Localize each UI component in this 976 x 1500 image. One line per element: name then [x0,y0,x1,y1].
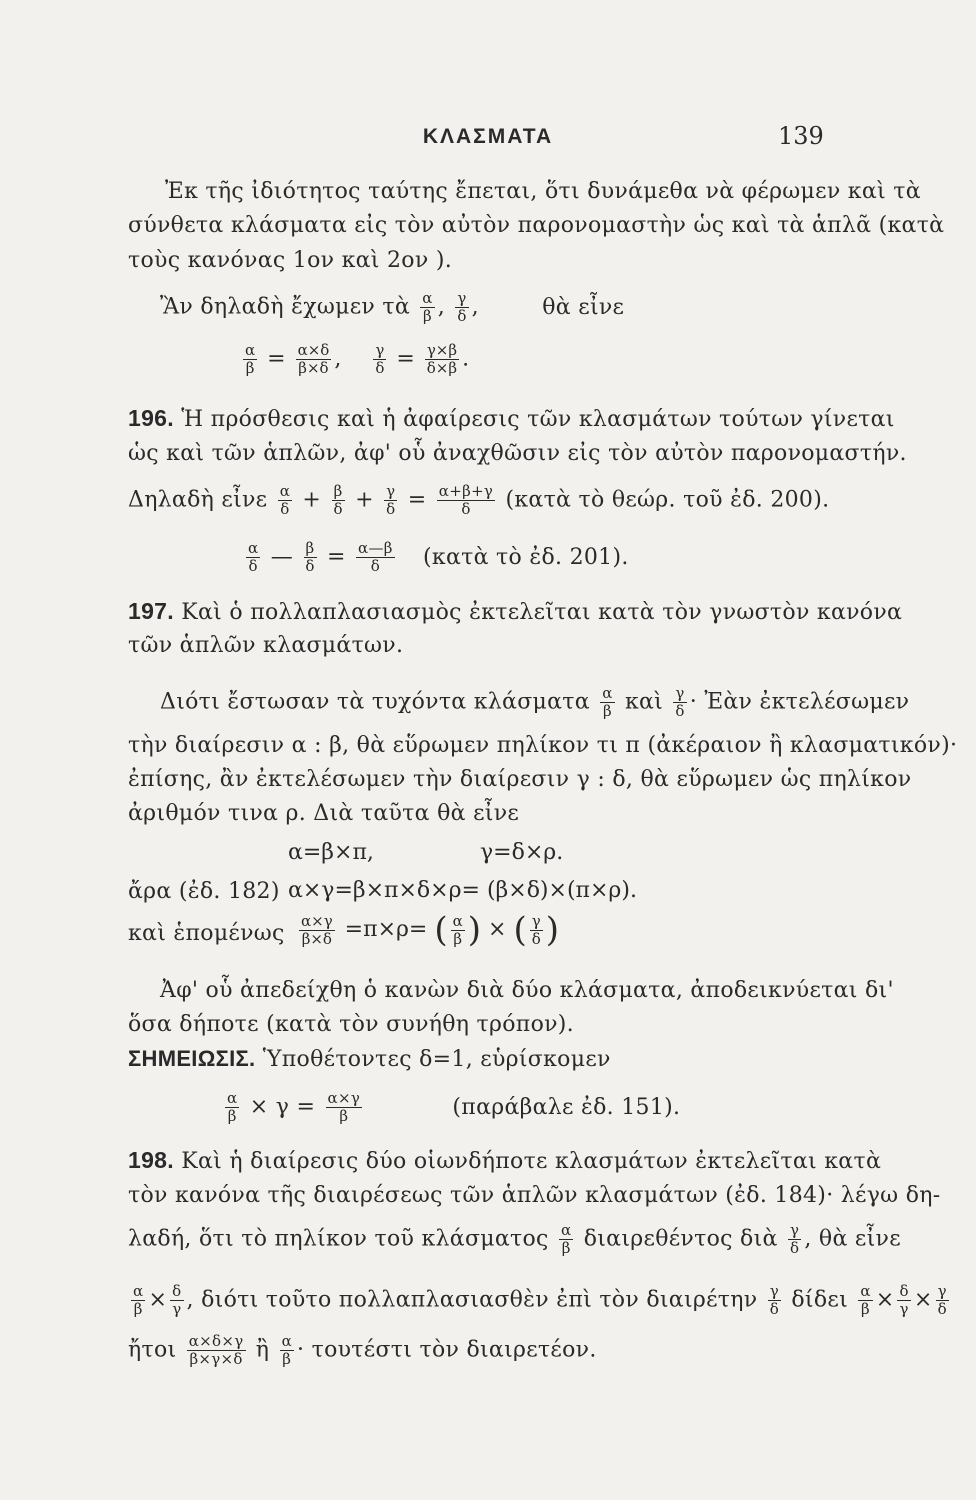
section-197-line: 197. Καὶ ὁ πολλαπλασιασμὸς ἐκτελεῖται κατὰ τὸν γνωστὸν κανόνα [128,598,903,625]
equation-line: Δηλαδὴ εἶνε $\frac{\alpha}{\delta}$ + $\frac{\beta}{\delta}$ + $\frac{\gamma}{\delta}$ = $\frac{\alpha+\beta+\gamma}{\delta}$ (κατὰ τὸ θεώρ. τοῦ ἐδ. 200). [128,482,830,518]
section-198-line: 198. Καὶ ἡ διαίρεσις δύο οἱωνδήποτε κλασμάτων ἐκτελεῖται κατὰ [128,1147,882,1174]
equation: $\frac{\alpha}{\beta}$ = $\frac{\alpha\times\delta}{\beta\times\delta}$ , $\frac{\gamma}{\delta}$ = $\frac{\gamma\times\beta}{\delta\times\beta}$ . [245,341,470,377]
equation-line: $\frac{\alpha}{\beta}$ × γ = $\frac{\alpha\times\gamma}{\beta}$ (παράβαλε ἐδ. 151). [227,1089,681,1125]
paragraph-line: ὡς καὶ τῶν ἁπλῶν, ἀφ' οὗ ἀναχθῶσιν εἰς τὸν αὐτὸν παρονομαστήν. [128,441,907,466]
paragraph-line: λαδή, ὅτι τὸ πηλίκον τοῦ κλάσματος $\frac{\alpha}{\beta}$ διαιρεθέντος διὰ $\frac{\gamma}{\delta}$ , θὰ εἶνε [128,1221,901,1257]
paragraph-line: Ἐκ τῆς ἰδιότητος ταύτης ἔπεται, ὅτι δυνάμεθα νὰ φέρωμεν καὶ τὰ [165,179,921,204]
paragraph-line: ὅσα δήποτε (κατὰ τὸν συνήθη τρόπον). [128,1012,574,1037]
equation-line: $\frac{\alpha}{\delta}$ — $\frac{\beta}{\delta}$ = $\frac{\alpha—\beta}{\delta}$ (κατὰ τὸ ἐδ. 201). [248,539,629,575]
fraction: $\frac{\alpha}{\beta}$ [422,289,433,325]
paragraph-line: σύνθετα κλάσματα εἰς τὸν αὐτὸν παρονομαστὴν ὡς καὶ τὰ ἁπλᾶ (κατὰ [128,213,945,238]
fraction: $\frac{\gamma}{\delta}$ [457,289,467,325]
paragraph-line: τὴν διαίρεσιν α : β, θὰ εὕρωμεν πηλίκον τι π (ἀκέραιον ἢ κλασματικόν)· [128,733,958,758]
equation-label: ἄρα (ἐδ. 182) [128,879,280,904]
equation: α=β×π, [288,840,374,865]
section-196-line: 196. Ἡ πρόσθεσις καὶ ἡ ἀφαίρεσις τῶν κλασμάτων τούτων γίνεται [128,405,895,432]
paragraph-line: Ἂν δηλαδὴ ἔχωμεν τὰ $\frac{\alpha}{\beta}$ , $\frac{\gamma}{\delta}$ , θὰ εἶνε [160,289,625,325]
paragraph-line: τὸν κανόνα τῆς διαιρέσεως τῶν ἁπλῶν κλασμάτων (ἐδ. 184)· λέγω δη- [128,1183,941,1208]
equation-label: καὶ ἑπομένως [128,921,285,946]
paragraph-line: Διότι ἔστωσαν τὰ τυχόντα κλάσματα $\frac{\alpha}{\beta}$ καὶ $\frac{\gamma}{\delta}$ · Ἐὰν ἐκτελέσωμεν [160,684,910,720]
equation: α×γ=β×π×δ×ρ= (β×δ)×(π×ρ). [288,878,637,903]
equation: γ=δ×ρ. [480,840,564,865]
paragraph-line: τῶν ἁπλῶν κλασμάτων. [128,633,404,658]
paragraph-line: Ἀφ' οὗ ἀπεδείχθη ὁ κανὼν διὰ δύο κλάσματα, ἀποδεικνύεται δι' [160,978,894,1003]
note-line: ΣΗΜΕΙΩΣΙΣ. Ὑποθέτοντες δ=1, εὑρίσκομεν [128,1046,611,1072]
paragraph-line: $\frac{\alpha}{\beta}$ × $\frac{\delta}{\gamma}$ , διότι τοῦτο πολλαπλασιασθὲν ἐπὶ τὸν διαιρέτην $\frac{\gamma}{\delta}$ δίδει $\frac{\alpha}{\beta}$ × $\frac{\delta}{\gamma}$ × $\frac{\gamma}{\delta}$ [133,1282,947,1318]
page-header-title: ΚΛΑΣΜΑΤΑ [422,125,554,148]
paragraph-line: ἐπίσης, ἂν ἐκτελέσωμεν τὴν διαίρεσιν γ : δ, θὰ εὕρωμεν ὡς πηλίκον [128,767,912,792]
paragraph-line: ἤτοι $\frac{\alpha\times\delta\times\gamma}{\beta\times\gamma\times\delta}$ ἢ $\frac{\alpha}{\beta}$ · τουτέστι τὸν διαιρετέον. [128,1332,597,1368]
page-number: 139 [778,122,824,150]
equation: $\frac{\alpha\times\gamma}{\beta\times\delta}$ =π×ρ= ( $\frac{\alpha}{\beta}$ ) × ( $\frac{\gamma}{\delta}$ ) [301,910,560,950]
paragraph-line: ἀριθμόν τινα ρ. Διὰ ταῦτα θὰ εἶνε [128,801,520,826]
paragraph-line: τοὺς κανόνας 1ον καὶ 2ον ). [128,248,452,273]
